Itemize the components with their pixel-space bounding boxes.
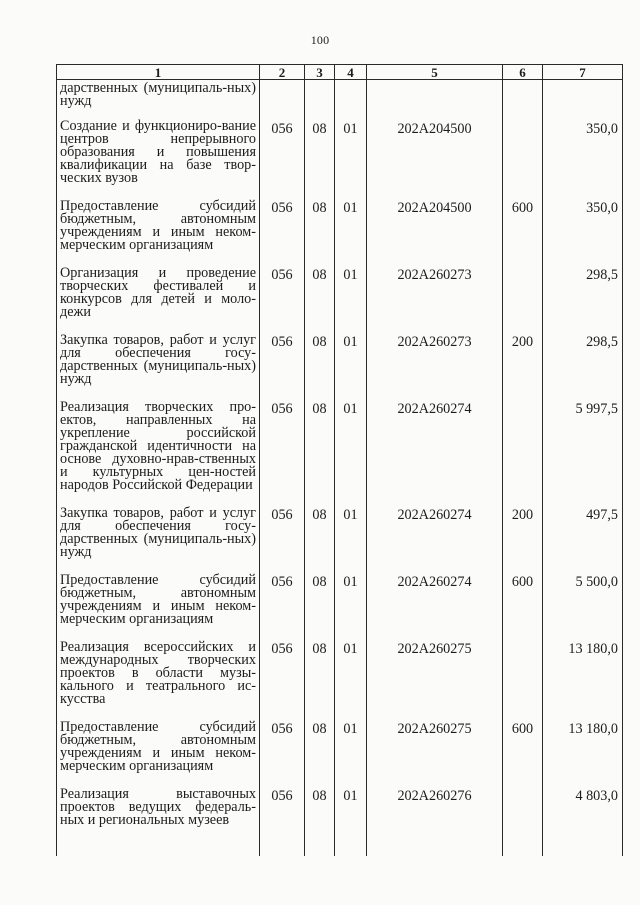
target-article-cell: 202A260274 bbox=[367, 506, 503, 573]
amount-cell: 5 500,0 bbox=[543, 573, 623, 640]
amount-cell: 13 180,0 bbox=[543, 640, 623, 720]
subsection-code-cell: 01 bbox=[335, 333, 367, 400]
column-header-4: 4 bbox=[335, 65, 367, 80]
amount-cell: 298,5 bbox=[543, 333, 623, 400]
subsection-code-cell: 01 bbox=[335, 266, 367, 333]
column-header-6: 6 bbox=[503, 65, 543, 80]
ministry-code-cell: 056 bbox=[260, 333, 305, 400]
target-article-cell: 202A260275 bbox=[367, 640, 503, 720]
expense-type-cell bbox=[503, 640, 543, 720]
table-row bbox=[57, 573, 623, 640]
table-row bbox=[57, 640, 623, 720]
section-code-cell: 08 bbox=[305, 400, 335, 506]
row-name-cell: Закупка товаров, работ и услуг для обеспечения госу-дарственных (муниципаль-ных) нужд bbox=[57, 506, 260, 573]
target-article-cell: 202A260274 bbox=[367, 400, 503, 506]
table-row bbox=[57, 400, 623, 506]
amount-cell: 350,0 bbox=[543, 120, 623, 199]
subsection-code-cell: 01 bbox=[335, 120, 367, 199]
budget-table bbox=[56, 64, 623, 856]
section-code-cell: 08 bbox=[305, 333, 335, 400]
page-number: 100 bbox=[310, 33, 330, 47]
target-article-cell: 202A260274 bbox=[367, 573, 503, 640]
target-article-cell: 202A260273 bbox=[367, 266, 503, 333]
row-name-cell: дарственных (муниципаль-ных) нужд bbox=[57, 80, 260, 121]
section-code-cell: 08 bbox=[305, 120, 335, 199]
subsection-code-cell: 01 bbox=[335, 720, 367, 787]
expense-type-cell bbox=[503, 787, 543, 856]
row-name-cell: Закупка товаров, работ и услуг для обеспечения госу-дарственных (муниципаль-ных) нужд bbox=[57, 333, 260, 400]
expense-type-cell: 600 bbox=[503, 720, 543, 787]
ministry-code-cell: 056 bbox=[260, 640, 305, 720]
column-header-3: 3 bbox=[305, 65, 335, 80]
target-article-cell: 202A260275 bbox=[367, 720, 503, 787]
table-row bbox=[57, 720, 623, 787]
subsection-code-cell: 01 bbox=[335, 573, 367, 640]
ministry-code-cell: 056 bbox=[260, 400, 305, 506]
ministry-code-cell: 056 bbox=[260, 506, 305, 573]
amount-cell: 497,5 bbox=[543, 506, 623, 573]
expense-type-cell: 200 bbox=[503, 506, 543, 573]
ministry-code-cell: 056 bbox=[260, 266, 305, 333]
target-article-cell: 202A260276 bbox=[367, 787, 503, 856]
row-name-cell: Реализация всероссийских и международных творческих проектов в области музы-кального и театрального ис-кусства bbox=[57, 640, 260, 720]
subsection-code-cell: 01 bbox=[335, 400, 367, 506]
ministry-code-cell: 056 bbox=[260, 199, 305, 266]
target-article-cell: 202A204500 bbox=[367, 199, 503, 266]
row-name-cell: Создание и функциониро-вание центров непрерывного образования и повышения квалификации на базе твор-ческих вузов bbox=[57, 120, 260, 199]
amount-cell: 4 803,0 bbox=[543, 787, 623, 856]
ministry-code-cell: 056 bbox=[260, 573, 305, 640]
subsection-code-cell: 01 bbox=[335, 506, 367, 573]
table-row bbox=[57, 199, 623, 266]
column-header-5: 5 bbox=[367, 65, 503, 80]
section-code-cell: 08 bbox=[305, 199, 335, 266]
target-article-cell: 202A260273 bbox=[367, 333, 503, 400]
amount-cell: 13 180,0 bbox=[543, 720, 623, 787]
ministry-code-cell: 056 bbox=[260, 120, 305, 199]
section-code-cell: 08 bbox=[305, 720, 335, 787]
column-header-1: 1 bbox=[57, 65, 260, 80]
row-name-cell: Предоставление субсидий бюджетным, автономным учреждениям и иным неком-мерческим организациям bbox=[57, 573, 260, 640]
row-name-cell: Реализация творческих про-ектов, направленных на укрепление российской гражданской идентичности на основе духовно-нрав-ственных и культурных цен-ностей народов Российской Федерации bbox=[57, 400, 260, 506]
section-code-cell: 08 bbox=[305, 573, 335, 640]
column-header-7: 7 bbox=[543, 65, 623, 80]
expense-type-cell bbox=[503, 120, 543, 199]
ministry-code-cell: 056 bbox=[260, 720, 305, 787]
section-code-cell: 08 bbox=[305, 787, 335, 856]
table-row bbox=[57, 333, 623, 400]
expense-type-cell bbox=[503, 400, 543, 506]
row-name-cell: Организация и проведение творческих фестивалей и конкурсов для детей и моло-дежи bbox=[57, 266, 260, 333]
table-row bbox=[57, 787, 623, 856]
table-row bbox=[57, 266, 623, 333]
subsection-code-cell: 01 bbox=[335, 199, 367, 266]
row-name-cell: Реализация выставочных проектов ведущих федераль-ных и региональных музеев bbox=[57, 787, 260, 856]
row-name-cell: Предоставление субсидий бюджетным, автономным учреждениям и иным неком-мерческим организациям bbox=[57, 199, 260, 266]
table-row bbox=[57, 120, 623, 199]
table-header-row bbox=[57, 65, 623, 80]
subsection-code-cell: 01 bbox=[335, 640, 367, 720]
row-name-cell: Предоставление субсидий бюджетным, автономным учреждениям и иным неком-мерческим организациям bbox=[57, 720, 260, 787]
amount-cell: 350,0 bbox=[543, 199, 623, 266]
amount-cell: 298,5 bbox=[543, 266, 623, 333]
subsection-code-cell: 01 bbox=[335, 787, 367, 856]
expense-type-cell: 600 bbox=[503, 199, 543, 266]
ministry-code-cell: 056 bbox=[260, 787, 305, 856]
budget-table-container bbox=[56, 64, 622, 837]
expense-type-cell: 200 bbox=[503, 333, 543, 400]
table-row bbox=[57, 506, 623, 573]
section-code-cell: 08 bbox=[305, 266, 335, 333]
amount-cell: 5 997,5 bbox=[543, 400, 623, 506]
section-code-cell: 08 bbox=[305, 640, 335, 720]
expense-type-cell bbox=[503, 266, 543, 333]
column-header-2: 2 bbox=[260, 65, 305, 80]
expense-type-cell: 600 bbox=[503, 573, 543, 640]
table-row-continuation bbox=[57, 80, 623, 121]
target-article-cell: 202A204500 bbox=[367, 120, 503, 199]
section-code-cell: 08 bbox=[305, 506, 335, 573]
